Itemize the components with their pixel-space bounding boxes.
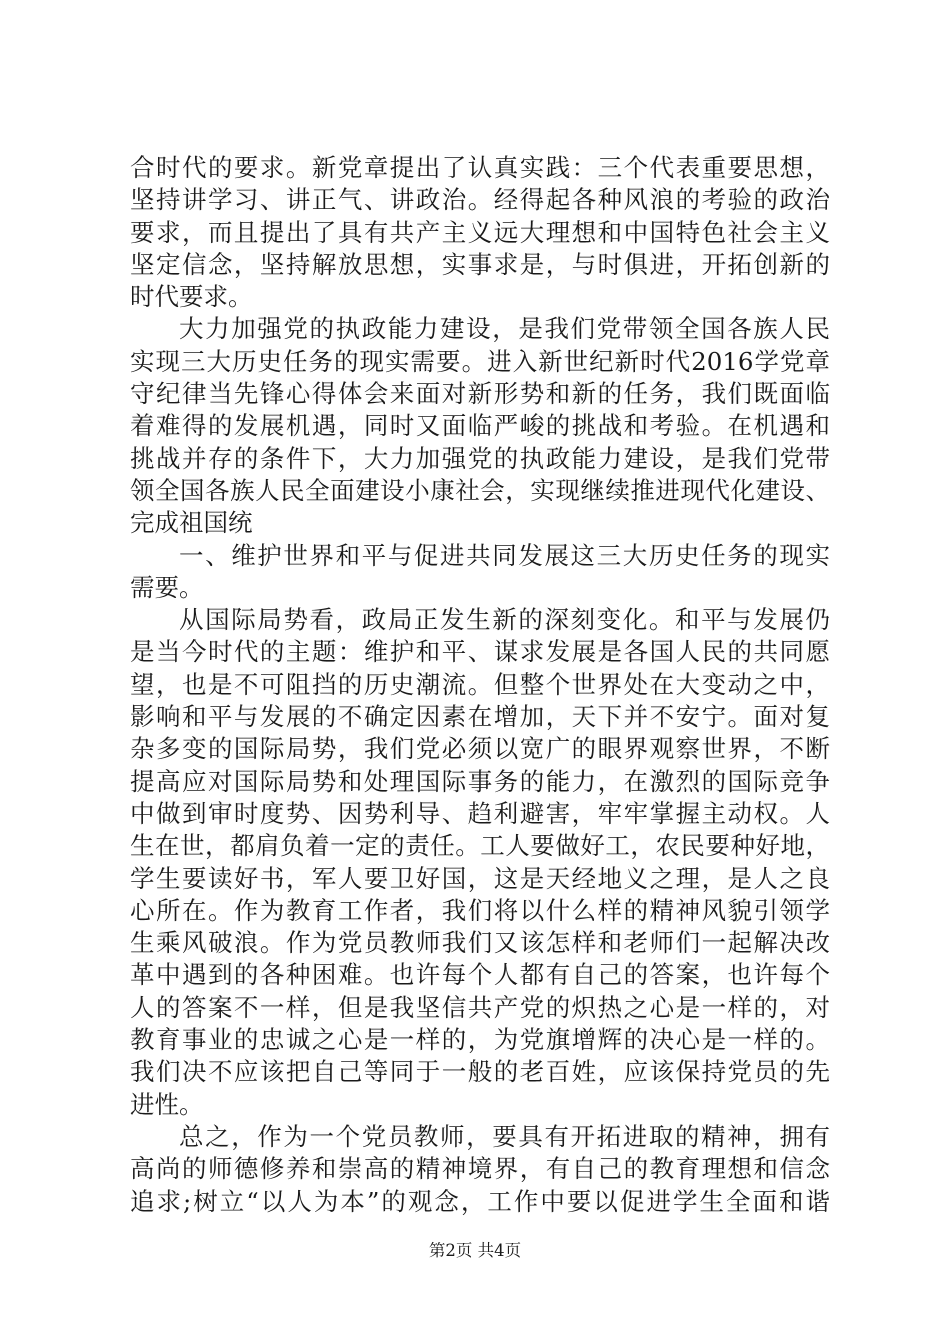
text-line: 守纪律当先锋心得体会来面对新形势和新的任务，我们既面临: [130, 379, 830, 409]
text-line: 完成祖国统: [130, 508, 253, 538]
text-line: 我们决不应该把自己等同于一般的老百姓，应该保持党员的先: [130, 1057, 830, 1087]
text-line: 生乘风破浪。作为党员教师我们又该怎样和老师们一起解决改: [130, 928, 830, 958]
text-line: 领全国各族人民全面建设小康社会，实现继续推进现代化建设、: [130, 475, 830, 505]
text-line: 坚定信念，坚持解放思想，实事求是，与时俱进，开拓创新的: [130, 249, 830, 279]
text-line: 中做到审时度势、因势利导、趋利避害，牢牢掌握主动权。人: [130, 798, 830, 828]
text-line: 是当今时代的主题：维护和平、谋求发展是各国人民的共同愿: [130, 637, 830, 667]
text-line: 提高应对国际局势和处理国际事务的能力，在激烈的国际竞争: [130, 766, 830, 796]
text-line: 望，也是不可阻挡的历史潮流。但整个世界处在大变动之中，: [130, 669, 830, 699]
text-line: 着难得的发展机遇，同时又面临严峻的挑战和考验。在机遇和: [130, 411, 830, 441]
text-line: 追求;树立“以人为本”的观念，工作中要以促进学生全面和谐: [130, 1186, 830, 1216]
text-line: 从国际局势看，政局正发生新的深刻变化。和平与发展仍: [179, 605, 830, 635]
text-line: 挑战并存的条件下，大力加强党的执政能力建设，是我们党带: [130, 443, 830, 473]
text-line: 学生要读好书，军人要卫好国，这是天经地义之理，是人之良: [130, 863, 830, 893]
text-line: 人的答案不一样，但是我坚信共产党的炽热之心是一样的，对: [130, 992, 830, 1022]
text-line: 革中遇到的各种困难。也许每个人都有自己的答案，也许每个: [130, 960, 830, 990]
text-line: 时代要求。: [130, 282, 253, 312]
body-text: [130, 152, 830, 1218]
text-line: 总之，作为一个党员教师，要具有开拓进取的精神，拥有: [179, 1121, 830, 1151]
text-line: 要求，而且提出了具有共产主义远大理想和中国特色社会主义: [130, 217, 830, 247]
text-line: 坚持讲学习、讲正气、讲政治。经得起各种风浪的考验的政治: [130, 185, 830, 215]
text-line: 实现三大历史任务的现实需要。进入新世纪新时代2016学党章: [130, 346, 830, 376]
text-line: 合时代的要求。新党章提出了认真实践：三个代表重要思想，: [130, 153, 830, 182]
text-line: 大力加强党的执政能力建设，是我们党带领全国各族人民: [179, 314, 830, 344]
text-line: 进性。: [130, 1089, 204, 1119]
text-line: 教育事业的忠诚之心是一样的，为党旗增辉的决心是一样的。: [130, 1025, 830, 1055]
page-number-footer: 第2页 共4页: [428, 1241, 522, 1260]
text-line: 需要。: [130, 572, 204, 602]
text-line: 生在世，都肩负着一定的责任。工人要做好工，农民要种好地，: [130, 831, 830, 861]
text-line: 心所在。作为教育工作者，我们将以什么样的精神风貌引领学: [130, 895, 830, 925]
text-line: 影响和平与发展的不确定因素在增加，天下并不安宁。面对复: [130, 702, 830, 732]
text-line: 一、维护世界和平与促进共同发展这三大历史任务的现实: [179, 540, 830, 570]
text-line: 杂多变的国际局势，我们党必须以宽广的眼界观察世界，不断: [130, 734, 830, 764]
text-line: 高尚的师德修养和崇高的精神境界，有自己的教育理想和信念: [130, 1154, 830, 1184]
